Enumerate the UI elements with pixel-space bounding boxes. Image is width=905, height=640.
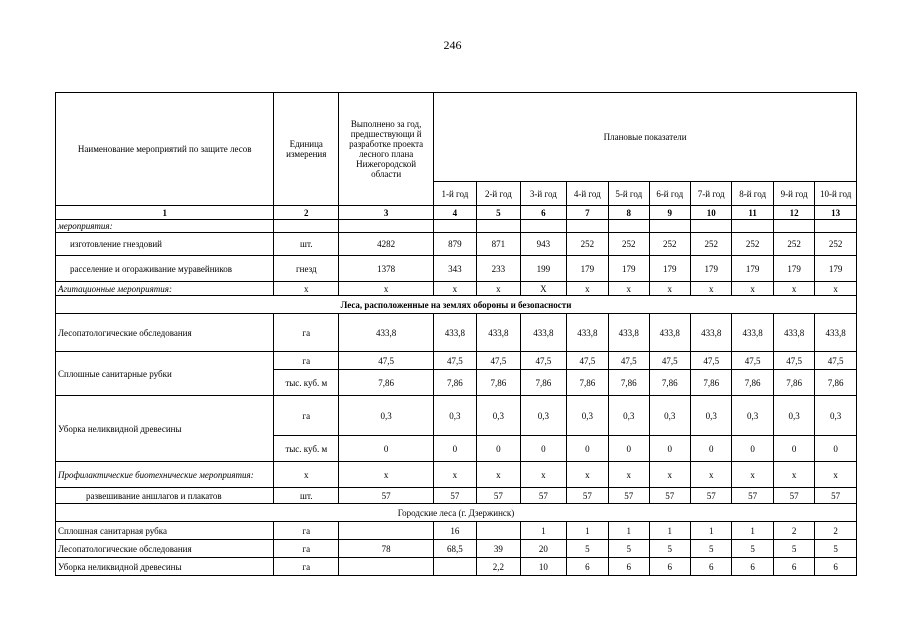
measure-name: Сплошная санитарная рубка — [56, 522, 274, 540]
table-row — [56, 282, 857, 296]
plan-value: 0 — [521, 436, 567, 462]
plan-value: 0,3 — [815, 396, 857, 436]
prev-year-value: х — [339, 282, 434, 296]
plan-value: 57 — [434, 488, 476, 504]
header-row — [56, 93, 857, 182]
header-year: 4-й год — [566, 182, 608, 206]
plan-value: 433,8 — [476, 314, 520, 352]
plan-value: 5 — [649, 540, 690, 558]
header-year: 9-й год — [773, 182, 814, 206]
plan-value: 433,8 — [773, 314, 814, 352]
header-year: 6-й год — [649, 182, 690, 206]
plan-value: 6 — [609, 558, 649, 576]
plan-value: 47,5 — [773, 352, 814, 370]
header-year: 8-й год — [732, 182, 773, 206]
header-year: 1-й год — [434, 182, 476, 206]
plan-value: 0 — [690, 436, 731, 462]
plan-value: 57 — [732, 488, 773, 504]
column-number: 4 — [434, 206, 476, 220]
plan-value: 5 — [732, 540, 773, 558]
plan-value: 10 — [521, 558, 567, 576]
plan-value: 57 — [521, 488, 567, 504]
prev-year-value: 7,86 — [339, 370, 434, 396]
plan-value: 57 — [649, 488, 690, 504]
empty-cell — [609, 220, 649, 233]
plan-value: 7,86 — [609, 370, 649, 396]
plan-value: х — [649, 462, 690, 488]
plan-value: 0 — [773, 436, 814, 462]
column-numbers-row — [56, 206, 857, 220]
plan-value: 1 — [521, 522, 567, 540]
plan-value: 57 — [566, 488, 608, 504]
plan-value: 57 — [815, 488, 857, 504]
plan-value: х — [609, 462, 649, 488]
column-number: 1 — [56, 206, 274, 220]
plan-value: 47,5 — [732, 352, 773, 370]
plan-value: 39 — [476, 540, 520, 558]
plan-value: 0,3 — [732, 396, 773, 436]
measure-name: Лесопатологические обследования — [56, 314, 274, 352]
plan-value: 252 — [609, 233, 649, 256]
empty-cell — [274, 220, 339, 233]
plan-value: 7,86 — [690, 370, 731, 396]
plan-value: 5 — [566, 540, 608, 558]
column-number: 5 — [476, 206, 520, 220]
unit-cell: га — [274, 396, 339, 436]
empty-cell — [815, 220, 857, 233]
page-number: 246 — [443, 38, 462, 52]
plan-value: 6 — [649, 558, 690, 576]
plan-value: 179 — [690, 256, 731, 282]
prev-year-value: 4282 — [339, 233, 434, 256]
plan-value: 252 — [732, 233, 773, 256]
column-number: 11 — [732, 206, 773, 220]
plan-value — [476, 522, 520, 540]
plan-value: 0 — [434, 436, 476, 462]
table-body — [56, 93, 857, 576]
plan-value: 1 — [566, 522, 608, 540]
plan-value: 871 — [476, 233, 520, 256]
plan-value: 7,86 — [732, 370, 773, 396]
plan-value: 47,5 — [609, 352, 649, 370]
measure-name: мероприятия: — [56, 220, 274, 233]
table-row — [56, 220, 857, 233]
empty-cell — [434, 220, 476, 233]
plan-value: 47,5 — [521, 352, 567, 370]
empty-cell — [476, 220, 520, 233]
section-title: Городские леса (г. Дзержинск) — [56, 504, 857, 522]
plan-value: 47,5 — [476, 352, 520, 370]
plan-value: 16 — [434, 522, 476, 540]
unit-cell: га — [274, 540, 339, 558]
plan-value: 179 — [815, 256, 857, 282]
plan-value: 1 — [609, 522, 649, 540]
measure-name: Профилактические биотехнические мероприятия: — [56, 462, 274, 488]
plan-value: х — [690, 282, 731, 296]
plan-value: х — [476, 462, 520, 488]
plan-value: х — [732, 282, 773, 296]
header-unit: Единица измерения — [274, 93, 339, 206]
plan-value: 179 — [732, 256, 773, 282]
prev-year-value: 433,8 — [339, 314, 434, 352]
prev-year-value: 0 — [339, 436, 434, 462]
column-number: 7 — [566, 206, 608, 220]
plan-value: х — [566, 462, 608, 488]
plan-value: 2 — [815, 522, 857, 540]
table-row — [56, 540, 857, 558]
empty-cell — [521, 220, 567, 233]
prev-year-value: х — [339, 462, 434, 488]
column-number: 6 — [521, 206, 567, 220]
plan-value: 47,5 — [690, 352, 731, 370]
plan-value: 0,3 — [566, 396, 608, 436]
plan-value: х — [690, 462, 731, 488]
plan-value: х — [815, 282, 857, 296]
plan-value: 433,8 — [566, 314, 608, 352]
unit-cell: шт. — [274, 233, 339, 256]
measure-name: Уборка неликвидной древесины — [56, 396, 274, 462]
plan-value: 0 — [476, 436, 520, 462]
prev-year-value — [339, 522, 434, 540]
unit-cell: га — [274, 314, 339, 352]
plan-value: х — [773, 282, 814, 296]
plan-value: 433,8 — [732, 314, 773, 352]
plan-value: 0 — [732, 436, 773, 462]
plan-value: 0,3 — [690, 396, 731, 436]
plan-value: 6 — [566, 558, 608, 576]
plan-value: 179 — [649, 256, 690, 282]
measure-name: расселение и огораживание муравейников — [56, 256, 274, 282]
unit-cell: га — [274, 558, 339, 576]
unit-cell: га — [274, 352, 339, 370]
plan-value: 179 — [609, 256, 649, 282]
plan-value: 5 — [690, 540, 731, 558]
plan-value: 7,86 — [521, 370, 567, 396]
unit-cell: х — [274, 462, 339, 488]
plan-value: 6 — [732, 558, 773, 576]
section-row — [56, 504, 857, 522]
header-measures: Наименование мероприятий по защите лесов — [56, 93, 274, 206]
plan-value: 7,86 — [773, 370, 814, 396]
plan-value: 433,8 — [434, 314, 476, 352]
plan-value: 0 — [815, 436, 857, 462]
unit-cell: га — [274, 522, 339, 540]
plan-value: 343 — [434, 256, 476, 282]
table-row — [56, 558, 857, 576]
table-row — [56, 462, 857, 488]
plan-value: 233 — [476, 256, 520, 282]
empty-cell — [690, 220, 731, 233]
plan-value: 47,5 — [649, 352, 690, 370]
column-number: 8 — [609, 206, 649, 220]
plan-value: 1 — [732, 522, 773, 540]
empty-cell — [773, 220, 814, 233]
plan-value: 1 — [690, 522, 731, 540]
plan-value: 2,2 — [476, 558, 520, 576]
plan-value: 252 — [566, 233, 608, 256]
plan-value: 433,8 — [609, 314, 649, 352]
column-number: 13 — [815, 206, 857, 220]
table-row — [56, 314, 857, 352]
table-row — [56, 488, 857, 504]
prev-year-value: 1378 — [339, 256, 434, 282]
plan-value: х — [732, 462, 773, 488]
plan-value: Х — [521, 282, 567, 296]
plan-value: 7,86 — [649, 370, 690, 396]
measure-name: Лесопатологические обследования — [56, 540, 274, 558]
plan-value: 199 — [521, 256, 567, 282]
plan-value: 433,8 — [690, 314, 731, 352]
empty-cell — [732, 220, 773, 233]
plan-value: 433,8 — [521, 314, 567, 352]
plan-value: 943 — [521, 233, 567, 256]
unit-cell: гнезд — [274, 256, 339, 282]
plan-value: 6 — [690, 558, 731, 576]
measure-name: развешивание аншлагов и плакатов — [56, 488, 274, 504]
plan-value: 0,3 — [476, 396, 520, 436]
plan-value: 252 — [815, 233, 857, 256]
unit-cell: тыс. куб. м — [274, 436, 339, 462]
plan-value: 0,3 — [649, 396, 690, 436]
plan-value: 0,3 — [521, 396, 567, 436]
header-year: 5-й год — [609, 182, 649, 206]
plan-value: 252 — [773, 233, 814, 256]
plan-value: х — [566, 282, 608, 296]
plan-value: 6 — [815, 558, 857, 576]
prev-year-value: 78 — [339, 540, 434, 558]
forest-protection-table — [55, 92, 857, 576]
table-row — [56, 352, 857, 370]
unit-cell: х — [274, 282, 339, 296]
header-year: 10-й год — [815, 182, 857, 206]
column-number: 2 — [274, 206, 339, 220]
plan-value: х — [609, 282, 649, 296]
plan-value: 252 — [690, 233, 731, 256]
plan-value: 433,8 — [649, 314, 690, 352]
header-year: 7-й год — [690, 182, 731, 206]
unit-cell: шт. — [274, 488, 339, 504]
plan-value: 7,86 — [434, 370, 476, 396]
plan-value: 47,5 — [434, 352, 476, 370]
plan-value — [434, 558, 476, 576]
plan-value: 0,3 — [609, 396, 649, 436]
plan-value: 179 — [773, 256, 814, 282]
plan-value: 5 — [609, 540, 649, 558]
plan-value: 2 — [773, 522, 814, 540]
measure-name: Уборка неликвидной древесины — [56, 558, 274, 576]
plan-value: 7,86 — [815, 370, 857, 396]
plan-value: 0 — [609, 436, 649, 462]
plan-value: 57 — [773, 488, 814, 504]
table-row — [56, 233, 857, 256]
plan-value: 7,86 — [476, 370, 520, 396]
column-number: 9 — [649, 206, 690, 220]
header-year: 3-й год — [521, 182, 567, 206]
plan-value: 433,8 — [815, 314, 857, 352]
plan-value: 47,5 — [815, 352, 857, 370]
plan-value: 1 — [649, 522, 690, 540]
empty-cell — [339, 220, 434, 233]
prev-year-value: 57 — [339, 488, 434, 504]
plan-value: х — [815, 462, 857, 488]
prev-year-value: 47,5 — [339, 352, 434, 370]
plan-value: 47,5 — [566, 352, 608, 370]
plan-value: х — [434, 282, 476, 296]
empty-cell — [649, 220, 690, 233]
unit-cell: тыс. куб. м — [274, 370, 339, 396]
plan-value: х — [649, 282, 690, 296]
table-row — [56, 396, 857, 436]
measure-name: Сплошные санитарные рубки — [56, 352, 274, 396]
plan-value: 0 — [566, 436, 608, 462]
plan-value: х — [476, 282, 520, 296]
plan-value: х — [773, 462, 814, 488]
plan-value: х — [434, 462, 476, 488]
column-number: 10 — [690, 206, 731, 220]
header-plan: Плановые показатели — [434, 93, 857, 182]
table-row — [56, 522, 857, 540]
column-number: 12 — [773, 206, 814, 220]
plan-value: 5 — [815, 540, 857, 558]
plan-value: 252 — [649, 233, 690, 256]
column-number: 3 — [339, 206, 434, 220]
header-prev-year: Выполнено за год, предшествующи й разработке проекта лесного плана Нижегородской области — [339, 93, 434, 206]
table-row — [56, 256, 857, 282]
section-title: Леса, расположенные на землях обороны и безопасности — [56, 296, 857, 314]
plan-value: 20 — [521, 540, 567, 558]
plan-value: 0,3 — [773, 396, 814, 436]
empty-cell — [566, 220, 608, 233]
plan-value: 0,3 — [434, 396, 476, 436]
measure-name: Агитационные мероприятия: — [56, 282, 274, 296]
header-year: 2-й год — [476, 182, 520, 206]
plan-value: 57 — [609, 488, 649, 504]
plan-value: 68,5 — [434, 540, 476, 558]
plan-value: 57 — [476, 488, 520, 504]
plan-value: 7,86 — [566, 370, 608, 396]
prev-year-value: 0,3 — [339, 396, 434, 436]
plan-value: 179 — [566, 256, 608, 282]
section-row — [56, 296, 857, 314]
plan-value: 879 — [434, 233, 476, 256]
plan-value: 5 — [773, 540, 814, 558]
plan-value: 0 — [649, 436, 690, 462]
plan-value: 6 — [773, 558, 814, 576]
plan-value: 57 — [690, 488, 731, 504]
prev-year-value — [339, 558, 434, 576]
plan-value: х — [521, 462, 567, 488]
measure-name: изготовление гнездовий — [56, 233, 274, 256]
